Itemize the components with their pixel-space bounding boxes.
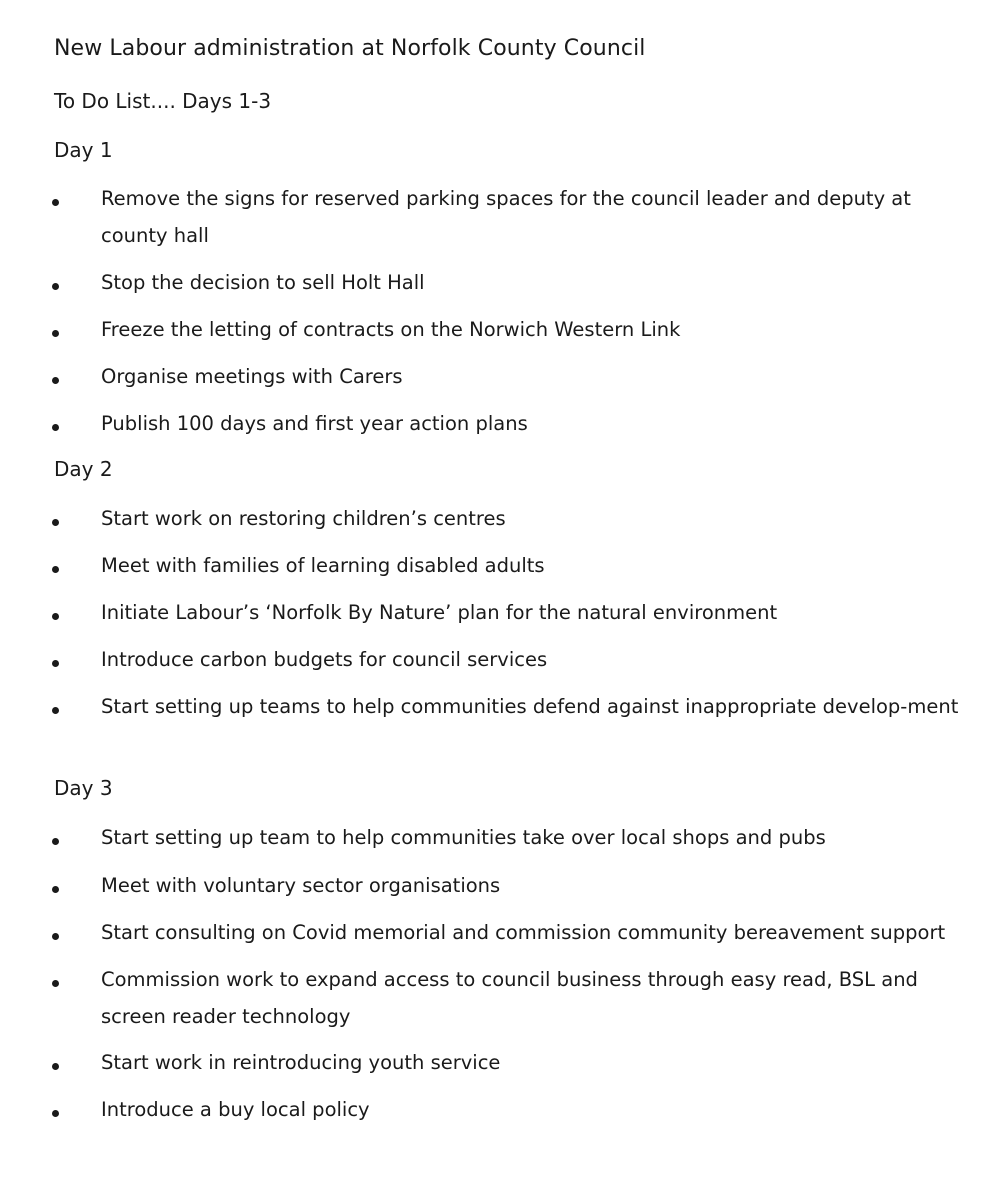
day-1-heading: Day 1	[54, 138, 113, 162]
document-subtitle: To Do List.... Days 1-3	[54, 89, 272, 113]
bullet-icon	[52, 613, 59, 620]
list-item-text: Introduce carbon budgets for council services	[101, 648, 548, 671]
list-item-text: Start work on restoring children’s centres	[101, 507, 506, 530]
bullet-icon	[52, 660, 59, 667]
list-item-text: Introduce a buy local policy	[101, 1098, 370, 1121]
bullet-icon	[52, 707, 59, 714]
bullet-icon	[52, 199, 59, 206]
list-item-text: Commission work to expand access to council business through easy read, BSL and screen reader technology	[101, 968, 918, 1028]
list-item-text: Freeze the letting of contracts on the Norwich Western Link	[101, 318, 681, 341]
list-item-text: Stop the decision to sell Holt Hall	[101, 271, 425, 294]
bullet-icon	[52, 283, 59, 290]
list-item-text: Meet with voluntary sector organisations	[101, 874, 501, 897]
bullet-icon	[52, 886, 59, 893]
list-item-text: Publish 100 days and first year action plans	[101, 412, 528, 435]
list-item-text: Start consulting on Covid memorial and commission community bereavement support	[101, 921, 946, 944]
list-item-text: Start work in reintroducing youth service	[101, 1051, 501, 1074]
bullet-icon	[52, 980, 59, 987]
document-title: New Labour administration at Norfolk County Council	[54, 36, 646, 61]
list-item-text: Initiate Labour’s ‘Norfolk By Nature’ plan for the natural environment	[101, 601, 778, 624]
day-2-heading: Day 2	[54, 457, 113, 481]
bullet-icon	[52, 1063, 59, 1070]
bullet-icon	[52, 519, 59, 526]
bullet-icon	[52, 933, 59, 940]
bullet-icon	[52, 377, 59, 384]
list-item-text: Start setting up teams to help communities defend against inappropriate develop-ment	[101, 695, 959, 718]
list-item-text: Start setting up team to help communities take over local shops and pubs	[101, 826, 826, 849]
bullet-icon	[52, 566, 59, 573]
list-item-text: Organise meetings with Carers	[101, 365, 403, 388]
bullet-icon	[52, 330, 59, 337]
list-item-text: Meet with families of learning disabled adults	[101, 554, 545, 577]
bullet-icon	[52, 1110, 59, 1117]
list-item-text: Remove the signs for reserved parking spaces for the council leader and deputy at county hall	[101, 187, 911, 247]
bullet-icon	[52, 424, 59, 431]
day-3-heading: Day 3	[54, 776, 113, 800]
bullet-icon	[52, 838, 59, 845]
